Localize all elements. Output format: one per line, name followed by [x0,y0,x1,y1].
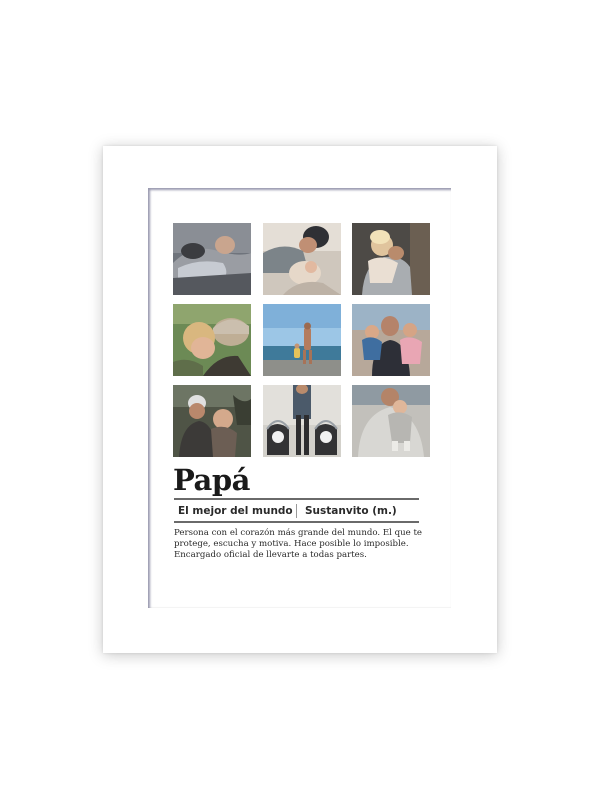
description-line: protege, escucha y motiva. Hace posible lo imposible. [174,539,409,549]
photo-father-with-twin-car-seats [263,385,341,457]
description-line: Persona con el corazón más grande del mundo. El que te [174,528,422,538]
poster-subtitle-right: Sustanvito (m.) [305,505,397,517]
poster-subtitle-left: El mejor del mundo [178,505,293,517]
photo-father-child-at-beach [263,304,341,376]
photo-father-playing-with-baby [263,223,341,295]
photo-father-holding-child-outdoors [173,385,251,457]
subtitle-separator [296,504,297,518]
photo-child-kissing-father-cap [173,304,251,376]
bottom-divider [174,521,419,523]
top-divider [174,498,419,500]
photo-father-carrying-two-kids [352,304,430,376]
photo-child-hugging-father [352,223,430,295]
poster-title: Papá [173,463,250,497]
description-line: Encargado oficial de llevarte a todas partes. [174,550,367,560]
photo-father-baby-sleeping [173,223,251,295]
photo-father-holding-baby-white-outfit [352,385,430,457]
poster-description [174,528,424,561]
